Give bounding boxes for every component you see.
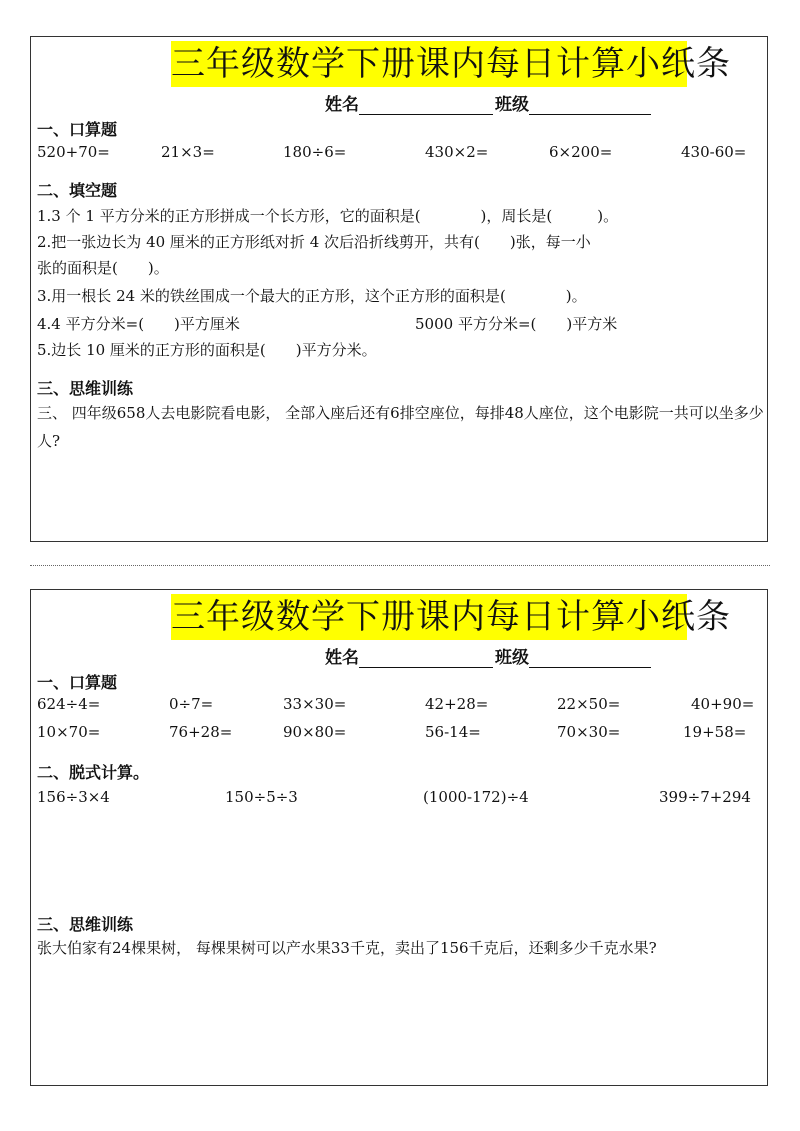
fill-line-4-right: 5000 平方分米=( )平方米 [415, 315, 618, 333]
class-blank[interactable] [529, 97, 651, 115]
oral-problem: 6×200= [549, 143, 613, 161]
step-problem: 399÷7+294 [659, 788, 751, 806]
thinking-problem: 张大伯家有24棵果树， 每棵果树可以产水果33千克，卖出了156千克后，还剩多少千克水果? [37, 939, 657, 957]
oral-problem: 76+28= [169, 723, 233, 741]
oral-problem: 56-14= [425, 723, 481, 741]
oral-problem: 90×80= [283, 723, 347, 741]
oral-heading: 一、口算题 [37, 673, 118, 692]
oral-problem: 180÷6= [283, 143, 347, 161]
oral-problem: 0÷7= [169, 695, 214, 713]
calc-slip-1 [30, 36, 768, 542]
name-label: 姓名 [325, 648, 359, 668]
fill-line: 2.把一张边长为 40 厘米的正方形纸对折 4 次后沿折线剪开，共有( )张，每一小 [37, 233, 591, 251]
class-blank[interactable] [529, 650, 651, 668]
oral-problem: 520+70= [37, 143, 110, 161]
fill-line: 3.用一根长 24 米的铁丝围成一个最大的正方形，这个正方形的面积是( )。 [37, 287, 587, 305]
name-label: 姓名 [325, 95, 359, 115]
class-label: 班级 [495, 648, 529, 668]
thinking-problem: 三、 四年级658人去电影院看电影， 全部入座后还有6排空座位，每排48人座位，这个电影院一共可以坐多少人? [37, 404, 764, 450]
oral-problem: 10×70= [37, 723, 101, 741]
name-class-row [325, 643, 651, 668]
name-class-row [325, 90, 651, 115]
fill-line: 5.边长 10 厘米的正方形的面积是( )平方分米。 [37, 341, 377, 359]
oral-problem: 40+90= [691, 695, 755, 713]
oral-problem: 33×30= [283, 695, 347, 713]
steps-heading: 二、脱式计算。 [37, 763, 150, 782]
thinking-heading: 三、思维训练 [37, 915, 134, 934]
oral-problem: 624÷4= [37, 695, 101, 713]
fill-line-4-left: 4.4 平方分米=( )平方厘米 [37, 315, 240, 333]
slip-title: 三年级数学下册课内每日计算小纸条 [171, 41, 687, 87]
cut-line [30, 565, 770, 566]
oral-heading: 一、口算题 [37, 120, 118, 139]
calc-slip-2 [30, 589, 768, 1086]
thinking-heading: 三、思维训练 [37, 379, 134, 398]
oral-problem: 430-60= [681, 143, 747, 161]
step-problem: 156÷3×4 [37, 788, 110, 806]
oral-problem: 19+58= [683, 723, 747, 741]
fill-line: 1.3 个 1 平方分米的正方形拼成一个长方形，它的面积是( )，周长是( )。 [37, 207, 619, 225]
oral-problem: 70×30= [557, 723, 621, 741]
oral-problem: 42+28= [425, 695, 489, 713]
name-blank[interactable] [359, 650, 493, 668]
oral-problem: 430×2= [425, 143, 489, 161]
fill-line: 张的面积是( )。 [37, 259, 169, 277]
name-blank[interactable] [359, 97, 493, 115]
step-problem: (1000-172)÷4 [423, 788, 529, 806]
fill-heading: 二、填空题 [37, 181, 118, 200]
slip-title: 三年级数学下册课内每日计算小纸条 [171, 594, 687, 640]
oral-problem: 21×3= [161, 143, 215, 161]
class-label: 班级 [495, 95, 529, 115]
step-problem: 150÷5÷3 [225, 788, 298, 806]
oral-problem: 22×50= [557, 695, 621, 713]
